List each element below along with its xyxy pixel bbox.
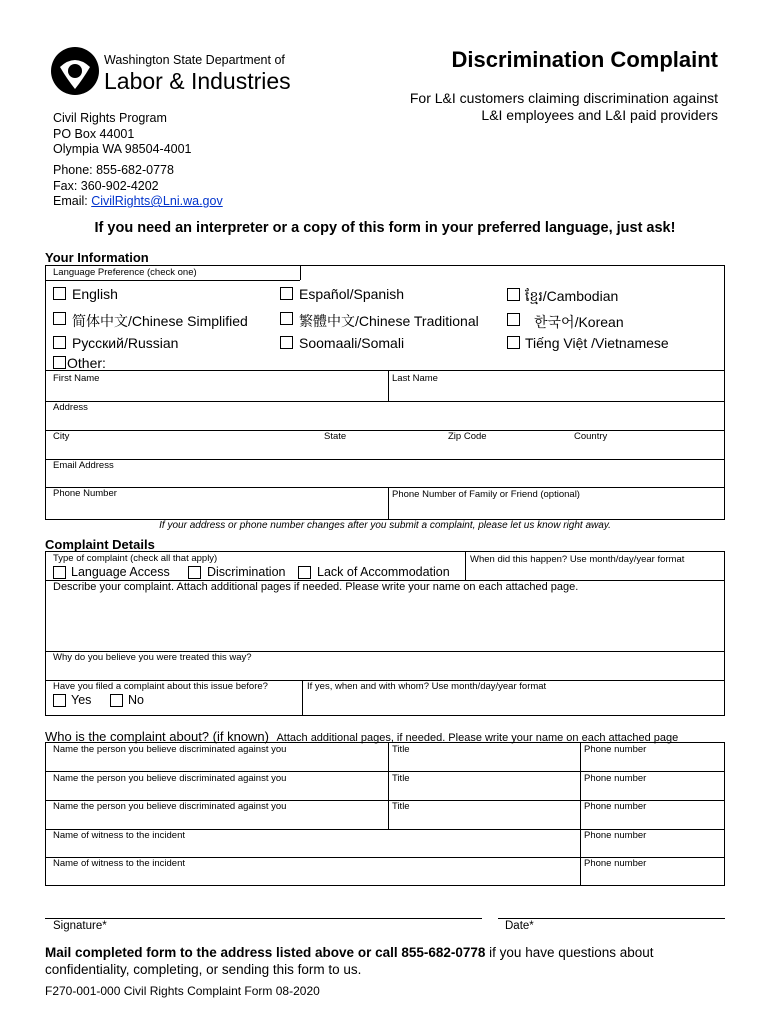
family-phone-label: Phone Number of Family or Friend (optional) [392, 489, 580, 500]
zip-label: Zip Code [448, 431, 487, 442]
who-heading-note: Attach additional pages, if needed. Please write your name on each attached page [276, 732, 679, 744]
discrimination-label: Discrimination [207, 565, 286, 579]
discrimination-checkbox[interactable] [188, 566, 201, 579]
phone-number-label: Phone Number [53, 488, 117, 499]
somali-label: Soomaali/Somali [299, 335, 405, 351]
witness-2-phone-label: Phone number [584, 858, 647, 869]
email-address-label: Email Address [53, 460, 114, 471]
divider [45, 459, 725, 460]
mail-instructions-rest: if you have questions about [485, 945, 654, 960]
english-checkbox[interactable] [53, 287, 66, 300]
title-2-label: Title [392, 773, 410, 784]
first-name-label: First Name [53, 373, 100, 384]
russian-label: Русский/Russian [72, 335, 179, 351]
program-name: Civil Rights Program [53, 111, 167, 125]
person-1-label: Name the person you believe discriminated against you [53, 744, 287, 755]
phone-1-label: Phone number [584, 744, 647, 755]
lni-logo [50, 45, 100, 97]
state-label: State [324, 431, 347, 442]
title-1-label: Title [392, 744, 410, 755]
why-label: Why do you believe you were treated this way? [53, 652, 252, 663]
your-info-box [45, 265, 725, 520]
spanish-label: Español/Spanish [299, 286, 405, 302]
russian-checkbox[interactable] [53, 336, 66, 349]
mail-instructions [45, 944, 735, 978]
witness-1-label: Name of witness to the incident [53, 830, 186, 841]
yes-checkbox[interactable] [53, 694, 66, 707]
witness-2-label: Name of witness to the incident [53, 858, 186, 869]
subtitle-line1: For L&I customers claiming discrimination against [409, 90, 718, 106]
divider [45, 771, 725, 772]
divider [388, 370, 389, 401]
fax-line: Fax: 360-902-4202 [53, 178, 159, 193]
lni-logo-icon [50, 45, 100, 97]
last-name-label: Last Name [392, 373, 438, 384]
divider [45, 487, 725, 488]
your-info-heading: Your Information [45, 250, 149, 265]
signature-label: Signature* [53, 920, 107, 932]
country-label: Country [574, 431, 608, 442]
person-2-label: Name the person you believe discriminated against you [53, 773, 287, 784]
mail-instructions-line2: confidentiality, completing, or sending this form to us. [45, 962, 362, 977]
spanish-checkbox[interactable] [280, 287, 293, 300]
describe-label: Describe your complaint. Attach additional pages if needed. Please write your name on each attached page. [53, 581, 579, 593]
chinese-simplified-label: 简体中文/Chinese Simplified [72, 313, 248, 329]
korean-label: 한국어/Korean [534, 314, 624, 330]
title-3-label: Title [392, 801, 410, 812]
form-id: F270-001-000 Civil Rights Complaint Form 08-2020 [45, 984, 320, 998]
city-line: Olympia WA 98504-4001 [53, 142, 192, 156]
language-access-label: Language Access [71, 565, 170, 579]
phone-line: Phone: 855-682-0778 [53, 163, 174, 177]
org-name-line1: Washington State Department of [104, 53, 285, 67]
filed-when-label: If yes, when and with whom? Use month/day/year format [307, 681, 547, 692]
somali-checkbox[interactable] [280, 336, 293, 349]
when-label: When did this happen? Use month/day/year format [470, 554, 685, 565]
email-link[interactable]: CivilRights@Lni.wa.gov [91, 194, 223, 208]
divider [302, 680, 303, 716]
other-checkbox[interactable] [53, 356, 66, 369]
accommodation-checkbox[interactable] [298, 566, 311, 579]
no-checkbox[interactable] [110, 694, 123, 707]
chinese-simplified-checkbox[interactable] [53, 312, 66, 325]
signature-line[interactable] [45, 918, 482, 919]
chinese-traditional-label: 繁體中文/Chinese Traditional [299, 313, 479, 329]
language-label-divider-v [300, 265, 301, 280]
yes-label: Yes [71, 693, 92, 707]
who-heading: Who is the complaint about? (if known) [45, 729, 269, 744]
address-label: Address [53, 402, 88, 413]
witness-1-phone-label: Phone number [584, 830, 647, 841]
cambodian-checkbox[interactable] [507, 288, 520, 301]
phone-2-label: Phone number [584, 773, 647, 784]
language-label: Language Preference (check one) [53, 267, 197, 278]
contact-block [53, 163, 223, 210]
divider [388, 742, 389, 829]
divider [388, 487, 389, 520]
complaint-type-label: Type of complaint (check all that apply) [53, 553, 218, 564]
subtitle-line2: L&I employees and L&I paid providers [481, 107, 718, 123]
accommodation-label: Lack of Accommodation [317, 565, 450, 579]
person-3-label: Name the person you believe discriminated against you [53, 801, 287, 812]
po-box: PO Box 44001 [53, 126, 135, 141]
org-name-line2: Labor & Industries [104, 68, 291, 94]
divider [465, 551, 466, 580]
no-label: No [128, 693, 144, 707]
phone-3-label: Phone number [584, 801, 647, 812]
vietnamese-checkbox[interactable] [507, 336, 520, 349]
language-access-checkbox[interactable] [53, 566, 66, 579]
mail-instructions-bold: Mail completed form to the address listed above or call 855-682-0778 [45, 945, 486, 960]
email-line: Email: CivilRights@Lni.wa.gov [53, 194, 223, 208]
english-label: English [72, 286, 118, 302]
interpreter-notice: If you need an interpreter or a copy of this form in your preferred language, just ask! [94, 220, 676, 236]
chinese-traditional-checkbox[interactable] [280, 312, 293, 325]
other-label: Other: [67, 355, 106, 371]
vietnamese-label: Tiếng Việt /Vietnamese [525, 335, 669, 351]
cambodian-label: ខ្មែរ/Cambodian [525, 288, 619, 304]
divider [45, 401, 725, 402]
korean-checkbox[interactable] [507, 313, 520, 326]
page-title: Discrimination Complaint [451, 47, 718, 72]
divider [45, 430, 725, 431]
city-label: City [53, 431, 70, 442]
filed-before-label: Have you filed a complaint about this issue before? [53, 681, 268, 692]
complaint-heading: Complaint Details [45, 537, 155, 552]
language-label-divider [45, 280, 300, 281]
divider [45, 370, 725, 371]
address-block [53, 111, 192, 158]
date-label: Date* [505, 920, 534, 932]
date-line[interactable] [498, 918, 725, 919]
change-notice: If your address or phone number changes after you submit a complaint, please let us know right away. [159, 520, 611, 531]
divider [580, 742, 581, 886]
